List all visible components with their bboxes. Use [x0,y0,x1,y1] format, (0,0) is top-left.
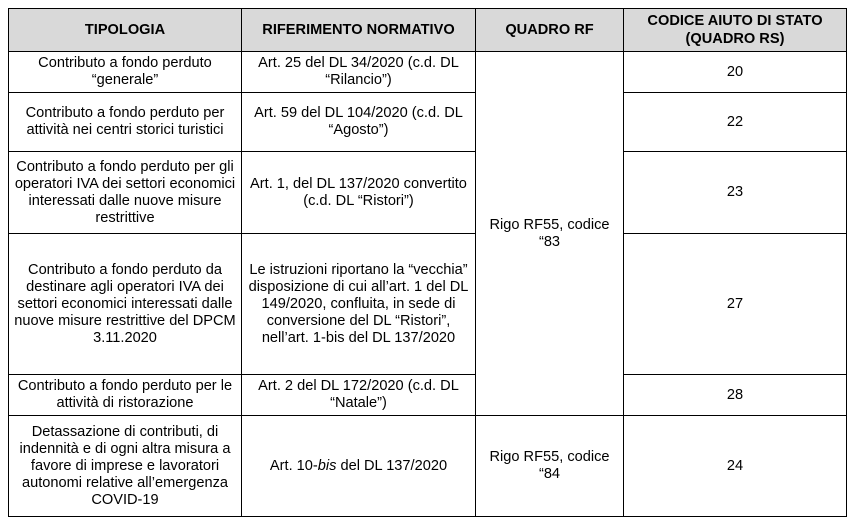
codice-cell: 22 [624,93,847,152]
tipologia-cell: Contributo a fondo perduto “generale” [9,52,242,93]
quadro-rf-cell: Rigo RF55, codice “84 [476,416,624,517]
codice-cell: 27 [624,234,847,375]
riferimento-cell: Le istruzioni riportano la “vecchia” disposizione di cui all’art. 1 del DL 149/2020, confluita, in sede di conversione del DL “Ristori”, nell’art. 1-bis del DL 137/2020 [242,234,476,375]
riferimento-text: del DL 137/2020 [336,457,448,474]
header-tipologia: TIPOLOGIA [9,9,242,52]
riferimento-text-italic: bis [317,457,337,474]
table-row [9,375,847,416]
tipologia-cell: Contributo a fondo perduto da destinare agli operatori IVA dei settori economici interessati dalle nuove misure restrittive del DPCM 3.11.2020 [9,234,242,375]
header-quadro-rf: QUADRO RF [476,9,624,52]
tipologia-cell: Detassazione di contributi, di indennità e di ogni altra misura a favore di imprese e lavoratori autonomi relative all’emergenza COVID-19 [9,416,242,517]
tipologia-cell: Contributo a fondo perduto per gli operatori IVA dei settori economici interessati dalle nuove misure restrittive [9,152,242,234]
aiuti-table [8,8,847,517]
codice-cell: 24 [624,416,847,517]
tipologia-cell: Contributo a fondo perduto per attività nei centri storici turistici [9,93,242,152]
tipologia-cell: Contributo a fondo perduto per le attività di ristorazione [9,375,242,416]
table-row [9,152,847,234]
riferimento-cell: Art. 1, del DL 137/2020 convertito (c.d. DL “Ristori”) [242,152,476,234]
codice-cell: 28 [624,375,847,416]
riferimento-cell [242,416,476,517]
quadro-rf-cell: Rigo RF55, codice “83 [476,52,624,416]
header-riferimento-normativo: RIFERIMENTO NORMATIVO [242,9,476,52]
riferimento-text: Art. 10- [269,457,318,474]
riferimento-cell: Art. 25 del DL 34/2020 (c.d. DL “Rilancio”) [242,52,476,93]
riferimento-cell: Art. 2 del DL 172/2020 (c.d. DL “Natale”) [242,375,476,416]
table-row [9,416,847,517]
table-row [9,52,847,93]
table-header-row [9,9,847,52]
table-row [9,93,847,152]
header-codice-aiuto: CODICE AIUTO DI STATO (QUADRO RS) [624,9,847,52]
riferimento-cell: Art. 59 del DL 104/2020 (c.d. DL “Agosto”) [242,93,476,152]
codice-cell: 23 [624,152,847,234]
codice-cell: 20 [624,52,847,93]
table-row [9,234,847,375]
